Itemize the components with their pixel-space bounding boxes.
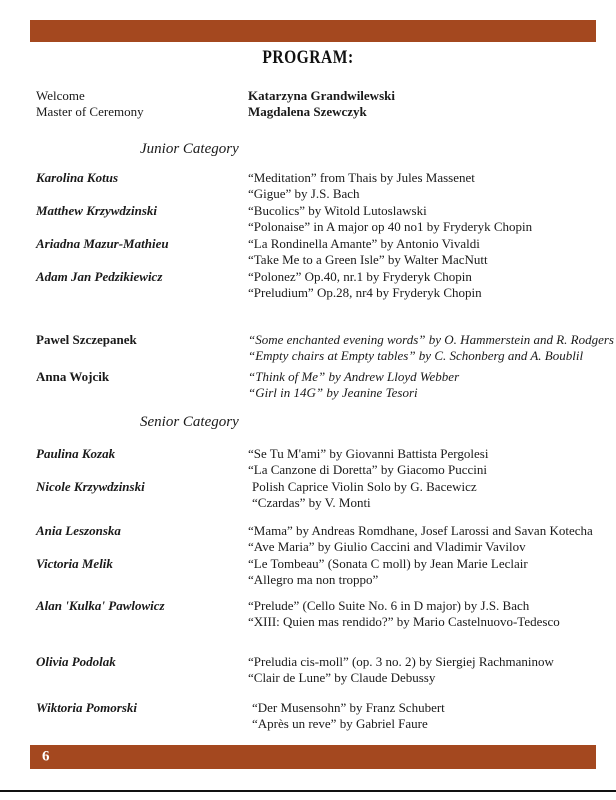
performer-pieces: [248, 523, 593, 555]
host-row: [0, 104, 616, 120]
performer-name: Adam Jan Pedzikiewicz: [36, 269, 163, 284]
performer-pieces: [252, 479, 477, 511]
performance-piece: “Prelude” (Cello Suite No. 6 in D major) by J.S. Bach: [248, 598, 530, 613]
page-number: 6: [42, 748, 50, 765]
performance-piece: “Preludia cis-moll” (op. 3 no. 2) by Siergiej Rachmaninow: [248, 654, 554, 669]
performer-pieces: [248, 556, 528, 588]
performance-piece: “La Rondinella Amante” by Antonio Vivaldi: [248, 236, 480, 251]
performer-name: Alan 'Kulka' Pawlowicz: [36, 598, 165, 613]
performance-piece: “La Canzone di Doretta” by Giacomo Puccini: [248, 462, 487, 477]
performer-pieces: [248, 332, 614, 364]
host-role-label: Welcome: [36, 88, 85, 103]
performance-piece: “Der Musensohn” by Franz Schubert: [252, 700, 445, 715]
bottom-rule: [0, 790, 616, 792]
host-row: [0, 88, 616, 104]
performance-piece: “Mama” by Andreas Romdhane, Josef Larossi and Savan Kotecha: [248, 523, 593, 538]
performer-name: Anna Wojcik: [36, 369, 110, 384]
performer-name: Wiktoria Pomorski: [36, 700, 138, 715]
performer-pieces: [248, 654, 554, 686]
performance-piece: Polish Caprice Violin Solo by G. Bacewicz: [252, 479, 477, 494]
performance-piece: “Czardas” by V. Monti: [252, 495, 371, 510]
category-heading: Senior Category: [140, 414, 239, 430]
performer-name: Pawel Szczepanek: [36, 332, 137, 347]
performance-piece: “Le Tombeau” (Sonata C moll) by Jean Marie Leclair: [248, 556, 528, 571]
performance-piece: “Allegro ma non troppo”: [248, 572, 379, 587]
performer-name: Victoria Melik: [36, 556, 113, 571]
performer-pieces: [248, 269, 482, 301]
performance-piece: “Polonez” Op.40, nr.1 by Fryderyk Chopin: [248, 269, 472, 284]
performance-piece: “Bucolics” by Witold Lutoslawski: [248, 203, 427, 218]
performance-piece: “Gigue” by J.S. Bach: [248, 186, 360, 201]
host-name: Magdalena Szewczyk: [248, 104, 367, 119]
performance-piece: “Preludium” Op.28, nr4 by Fryderyk Chopin: [248, 285, 482, 300]
performance-piece: “XIII: Quien mas rendido?” by Mario Castelnuovo-Tedesco: [248, 614, 560, 629]
performer-name: Nicole Krzywdzinski: [36, 479, 145, 494]
performance-piece: “Polonaise” in A major op 40 no1 by Fryderyk Chopin: [248, 219, 533, 234]
performance-piece: “Some enchanted evening words” by O. Hammerstein and R. Rodgers: [248, 332, 614, 347]
performer-pieces: [248, 203, 532, 235]
performer-name: Olivia Podolak: [36, 654, 116, 669]
performance-piece: “Se Tu M'ami” by Giovanni Battista Pergolesi: [248, 446, 489, 461]
performance-piece: “Think of Me” by Andrew Lloyd Webber: [248, 369, 460, 384]
performer-name: Karolina Kotus: [36, 170, 119, 185]
host-name: Katarzyna Grandwilewski: [248, 88, 395, 103]
performance-piece: “Ave Maria” by Giulio Caccini and Vladimir Vavilov: [248, 539, 526, 554]
performance-piece: “Empty chairs at Empty tables” by C. Schonberg and A. Boublil: [248, 348, 584, 363]
performer-pieces: [248, 369, 459, 401]
performer-pieces: [248, 598, 560, 630]
performance-piece: “Girl in 14G” by Jeanine Tesori: [248, 385, 418, 400]
performer-pieces: [248, 170, 475, 202]
host-block: [0, 88, 616, 120]
performer-name: Paulina Kozak: [36, 446, 116, 461]
performer-pieces: [252, 700, 445, 732]
performance-piece: “Après un reve” by Gabriel Faure: [252, 716, 428, 731]
host-role-label: Master of Ceremony: [36, 104, 144, 119]
performer-name: Ania Leszonska: [36, 523, 121, 538]
performer-pieces: [248, 236, 488, 268]
performance-piece: “Meditation” from Thais by Jules Massenet: [248, 170, 475, 185]
performance-piece: “Take Me to a Green Isle” by Walter MacNutt: [248, 252, 488, 267]
footer-accent-bar: [30, 745, 596, 769]
performer-pieces: [248, 446, 488, 478]
performer-name: Ariadna Mazur-Mathieu: [36, 236, 169, 251]
performance-piece: “Clair de Lune” by Claude Debussy: [248, 670, 436, 685]
header-accent-bar: [30, 20, 596, 42]
category-heading: Junior Category: [140, 141, 239, 157]
page-title: PROGRAM:: [262, 47, 354, 68]
performer-name: Matthew Krzywdzinski: [36, 203, 158, 218]
